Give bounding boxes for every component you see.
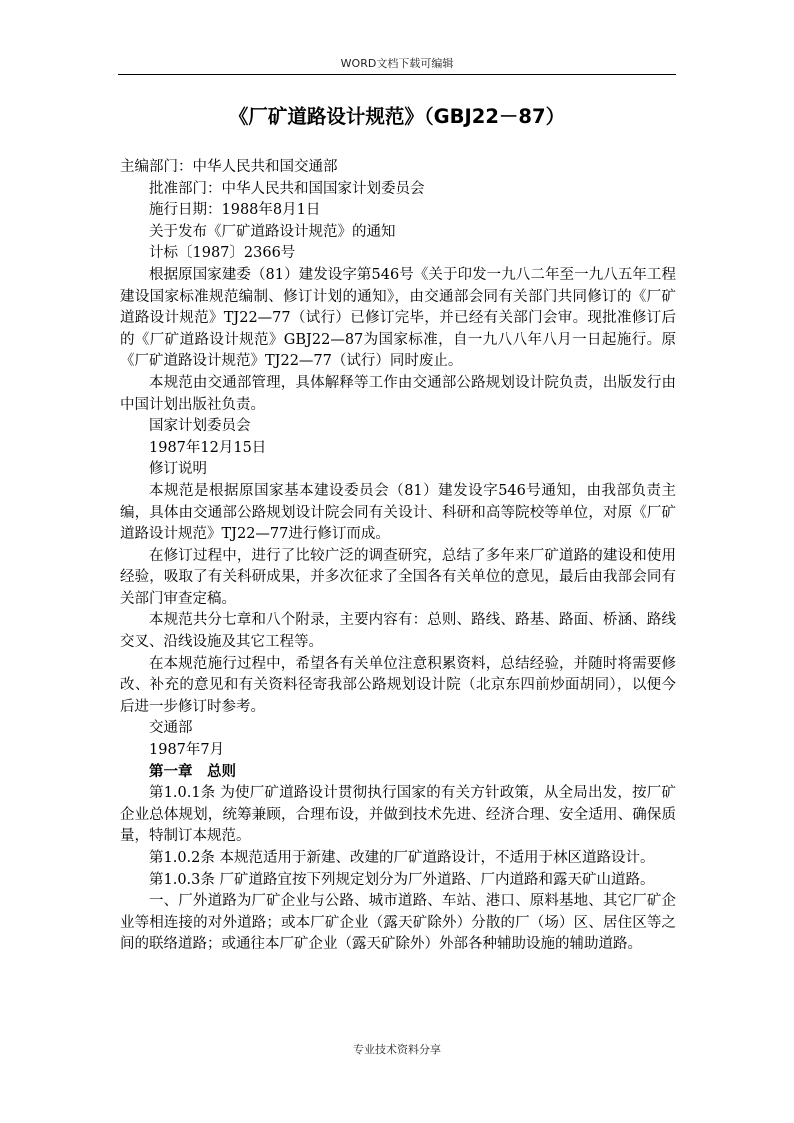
issuer-signature: 国家计划委员会 <box>149 418 251 435</box>
revision-signature: 交通部 <box>149 720 193 737</box>
revision-paragraph: 本规范共分七章和八个附录，主要内容有：总则、路线、路基、路面、桥涵、路线交叉、沿线设施及其它工程等。 <box>120 612 676 651</box>
page-header: WORD文档下载可编辑 <box>118 57 676 75</box>
notice-title: 关于发布《厂矿道路设计规范》的通知 <box>149 223 396 240</box>
notice-number: 计标〔1987〕2366号 <box>149 245 296 262</box>
notice-paragraph: 根据原国家建委（81）建发设字第546号《关于印发一九八二年至一九八五年工程建设国家标准规范编制、修订计划的通知》，由交通部会同有关部门共同修订的《厂矿道路设计规范》TJ22—77（试行）已修订完毕，并已经有关部门会审。现批准修订后的《厂矿道路设计规范》GBJ22—87为国家标准，自一九八八年八月一日起施行。原《厂矿道路设计规范》TJ22—77（试行）同时废止。 <box>120 266 676 370</box>
revision-date: 1987年7月 <box>149 742 225 759</box>
document-body <box>120 157 676 956</box>
article-paragraph: 第1.0.2条 本规范适用于新建、改建的厂矿道路设计，不适用于林区道路设计。 <box>149 850 655 866</box>
chapter-heading: 第一章 总则 <box>149 763 236 780</box>
article-paragraph: 第1.0.3条 厂矿道路宜按下列规定划分为厂外道路、厂内道路和露天矿山道路。 <box>149 871 655 888</box>
page-footer: 专业技术资料分享 <box>353 1043 441 1056</box>
article-clause: 一、厂外道路为厂矿企业与公路、城市道路、车站、港口、原料基地、其它厂矿企业等相连接的对外道路；或本厂矿企业（露天矿除外）分散的厂（场）区、居住区等之间的联络道路；或通往本厂矿企业（露天矿除外）外部各种辅助设施的辅助道路。 <box>120 893 676 953</box>
article-paragraph: 第1.0.1条 为使厂矿道路设计贯彻执行国家的有关方针政策，从全局出发，按厂矿企业总体规划，统筹兼顾，合理布设，并做到技术先进、经济合理、安全适用、确保质量，特制订本规范。 <box>120 785 676 845</box>
document-title: 《厂矿道路设计规范》（GBJ22－87） <box>228 105 566 128</box>
management-paragraph: 本规范由交通部管理，具体解释等工作由交通部公路规划设计院负责，出版发行由中国计划出版社负责。 <box>120 374 676 413</box>
revision-paragraph: 在修订过程中，进行了比较广泛的调查研究，总结了多年来厂矿道路的建设和使用经验，吸取了有关科研成果，并多次征求了全国各有关单位的意见，最后由我部会同有关部门审查定稿。 <box>120 547 676 607</box>
issue-date: 1987年12月15日 <box>149 439 267 456</box>
revision-paragraph: 本规范是根据原国家基本建设委员会（81）建发设字546号通知，由我部负责主编，具体由交通部公路规划设计院会同有关设计、科研和高等院校等单位，对原《厂矿道路设计规范》TJ22—77进行修订而成。 <box>120 482 676 543</box>
approval-department: 批准部门：中华人民共和国国家计划委员会 <box>149 180 425 197</box>
effective-date: 施行日期：1988年8月1日 <box>149 202 321 219</box>
revision-heading: 修订说明 <box>149 461 207 478</box>
editor-department: 主编部门：中华人民共和国交通部 <box>120 159 338 175</box>
revision-paragraph: 在本规范施行过程中，希望各有关单位注意积累资料，总结经验，并随时将需要修改、补充的意见和有关资料径寄我部公路规划设计院（北京东四前炒面胡同），以便今后进一步修订时参考。 <box>120 655 676 715</box>
